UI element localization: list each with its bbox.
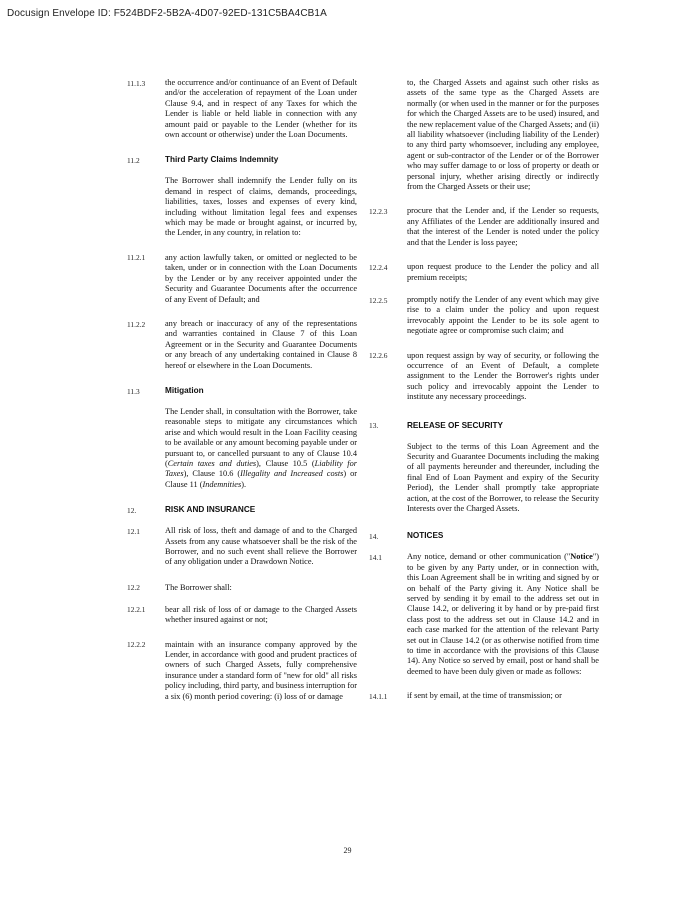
clause-number: 11.2.2: [127, 319, 146, 329]
clause-12-2-6: [369, 351, 599, 403]
clause-12-heading: [127, 505, 357, 516]
clause-text: the occurrence and/or continuance of an Event of Default and/or the acceleration of repayment of the Loan under Clause 9.4, and in respect of any Taxes for which the Lender is liable or held liable in connection with any amount paid or payable to the Lender (whether for its own account or otherwise) under the Loan Documents.: [165, 78, 357, 140]
text-run: ), Clause 10.5 (: [256, 458, 315, 468]
clause-text: promptly notify the Lender of any event which may give rise to a claim under the policy and upon request irrevocably appoint the Lender to be its sole agent to negotiate agree or compromise such claim; and: [407, 294, 599, 336]
clause-number: 11.2: [127, 156, 140, 166]
clause-12-2-1: [127, 605, 357, 626]
clause-heading: NOTICES: [407, 531, 444, 541]
clause-number: 13.: [369, 421, 379, 431]
clause-heading: Mitigation: [165, 385, 204, 395]
clause-text: upon request produce to the Lender the policy and all premium receipts;: [407, 262, 599, 282]
clause-11-1-3: [127, 78, 357, 140]
left-column: [127, 78, 357, 702]
clause-11-3-heading: [127, 386, 357, 397]
clause-number: 12.: [127, 505, 137, 515]
clause-text: The Borrower shall:: [165, 582, 232, 592]
clause-12-2-2: [127, 640, 357, 702]
clause-11-2-heading: [127, 155, 357, 166]
clause-heading: Third Party Claims Indemnity: [165, 155, 279, 165]
clause-number: 11.1.3: [127, 78, 146, 88]
italic-reference: Liability for Taxes: [165, 458, 357, 479]
clause-text: any breach or inaccuracy of any of the representations and warranties contained in Clause 7 of this Loan Agreement or in the Security and Guarantee Documents or any breach of any undertaking contained in Clause 8 hereof or elsewhere in the Loan Documents.: [165, 318, 357, 370]
italic-reference: Indemnities: [202, 479, 242, 489]
clause-number: 12.2.4: [369, 262, 388, 272]
clause-text: if sent by email, at the time of transmission; or: [407, 691, 562, 701]
clause-number: 12.2.5: [369, 295, 388, 305]
italic-reference: Certain taxes and duties: [167, 458, 257, 468]
text-run: ") to be given by any Party under, or in connection with, this Loan Agreement shall be in writing and signed by or on behalf of the Party giving it. Any Notice shall be served by sending it by email to the address set out in Clause 14.2, or delivering it by hand or by pre-paid first class post to the address set out in Clause 14.2 and in each case marked for the attention of the relevant Party set out in Clause 14.2 (or as otherwise notified from time to time in accordance with the provisions of this Clause 14). Any Notice so served by email, post or hand shall be deemed to have been duly given or made as follows:: [407, 552, 599, 676]
clause-text: upon request assign by way of security, or following the occurrence of an Event of Default, a complete assignment to the Lender the Borrower's rights under such policy and irrevocably appoint the Lender to institute any necessary proceedings.: [407, 350, 599, 402]
right-column: [369, 78, 599, 702]
text-run: The Lender shall, in consultation with the Borrower, take reasonable steps to mitigate any circumstances which arise and which would result in the Loan Facility ceasing to be available or any amount becoming payable under or pursuant to, or cancelled pursuant to any of Clause 10.4 (: [165, 406, 357, 468]
clause-number: 12.2.3: [369, 207, 388, 217]
clause-11-2-1: [127, 253, 357, 305]
clause-12-2-2-continuation: to, the Charged Assets and against such other risks as assets of the same type as the Charged Assets are normally (or when used in the manner or for the purposes for which the Charged Assets are to be used) insured, and the new replacement value of the Charged Assets; and (ii) all liability whatsoever (including liability of the Lender) to any third party whomsoever, including any employee, agent or sub-contractor of the Lender or of the Borrower who may suffer damage to or loss of property or death or personal injury, whether arising directly or indirectly from the Charged Assets or their use;: [407, 78, 599, 192]
text-run: ) or Clause 11 (: [165, 469, 357, 489]
clause-heading: RELEASE OF SECURITY: [407, 420, 503, 430]
clause-14-heading: [369, 531, 599, 542]
clause-text: [407, 552, 599, 677]
clause-number: 12.2.1: [127, 605, 146, 615]
text-run: ), Clause 10.6 (: [183, 469, 241, 479]
clause-number: 11.2.1: [127, 253, 146, 263]
clause-13-body: Subject to the terms of this Loan Agreement and the Security and Guarantee Documents including the making of all payments hereunder and thereunder, including the final End of Loan Payment and expiry of the Security Period), the Lender shall promptly take appropriate action, at the cost of the Borrower, to release the Security Interests over the Charged Assets.: [407, 441, 599, 513]
clause-number: 12.2.6: [369, 351, 388, 361]
clause-text: All risk of loss, theft and damage of and to the Charged Assets from any cause whatsoever shall be the risk of the Borrower, and no such event shall relieve the Borrower of any obligation under a Drawdown Notice.: [165, 526, 357, 567]
clause-14-1-1: [369, 691, 599, 702]
page-number: 29: [343, 846, 352, 855]
italic-reference: Illegality and Increased costs: [240, 469, 344, 479]
clause-text: maintain with an insurance company approved by the Lender, in accordance with good and prudent practices of owners of such Charged Assets, fully comprehensive insurance under a standard form of "new for old" all risks policy including, third party, and business interruption for a six (6) month period covering: (i) loss of or damage: [165, 639, 357, 701]
clause-number: 14.1: [369, 553, 382, 562]
clause-number: 12.2: [127, 583, 140, 593]
clause-12-2-4: [369, 262, 599, 283]
clause-number: 14.1.1: [369, 691, 388, 701]
clause-text: any action lawfully taken, or omitted or neglected to be taken, under or in connection with the Loan Documents by the Lender or by any receiver appointed under the Security and Guarantee Documents after the occurrence of any Event of Default; and: [165, 252, 357, 304]
clause-14-1: [369, 552, 599, 677]
clause-number: 14.: [369, 532, 379, 541]
clause-12-2-3: [369, 206, 599, 248]
clause-11-2-body: The Borrower shall indemnify the Lender fully on its demand in respect of claims, demands, proceedings, liabilities, taxes, losses and expenses of every kind, including without limitation legal fees and expenses which may be made or brought against, or incurred by, the Lender, in any country, in relation to:: [165, 176, 357, 238]
docusign-envelope-id: Docusign Envelope ID: F524BDF2-5B2A-4D07-92ED-131C5BA4CB1A: [7, 8, 327, 19]
clause-13-heading: [369, 421, 599, 432]
clause-11-3-body: [165, 407, 357, 490]
clause-12-1: [127, 526, 357, 568]
clause-number: 11.3: [127, 386, 140, 396]
text-run: ).: [241, 479, 247, 489]
text-run: Any notice, demand or other communication (": [407, 552, 571, 562]
clause-text: bear all risk of loss of or damage to the Charged Assets whether insured against or not;: [165, 604, 357, 625]
clause-12-2-5: [369, 295, 599, 337]
clause-number: 12.2.2: [127, 640, 146, 650]
clause-text: procure that the Lender and, if the Lender so requests, any Affiliates of the Lender are additionally insured and that the interest of the Lender is noted under the policy and that the Lender is loss payee;: [407, 206, 599, 247]
clause-12-2: [127, 583, 357, 594]
defined-term: Notice: [570, 552, 593, 562]
clause-number: 12.1: [127, 526, 140, 536]
clause-11-2-2: [127, 319, 357, 371]
clause-heading: RISK AND INSURANCE: [165, 505, 256, 515]
